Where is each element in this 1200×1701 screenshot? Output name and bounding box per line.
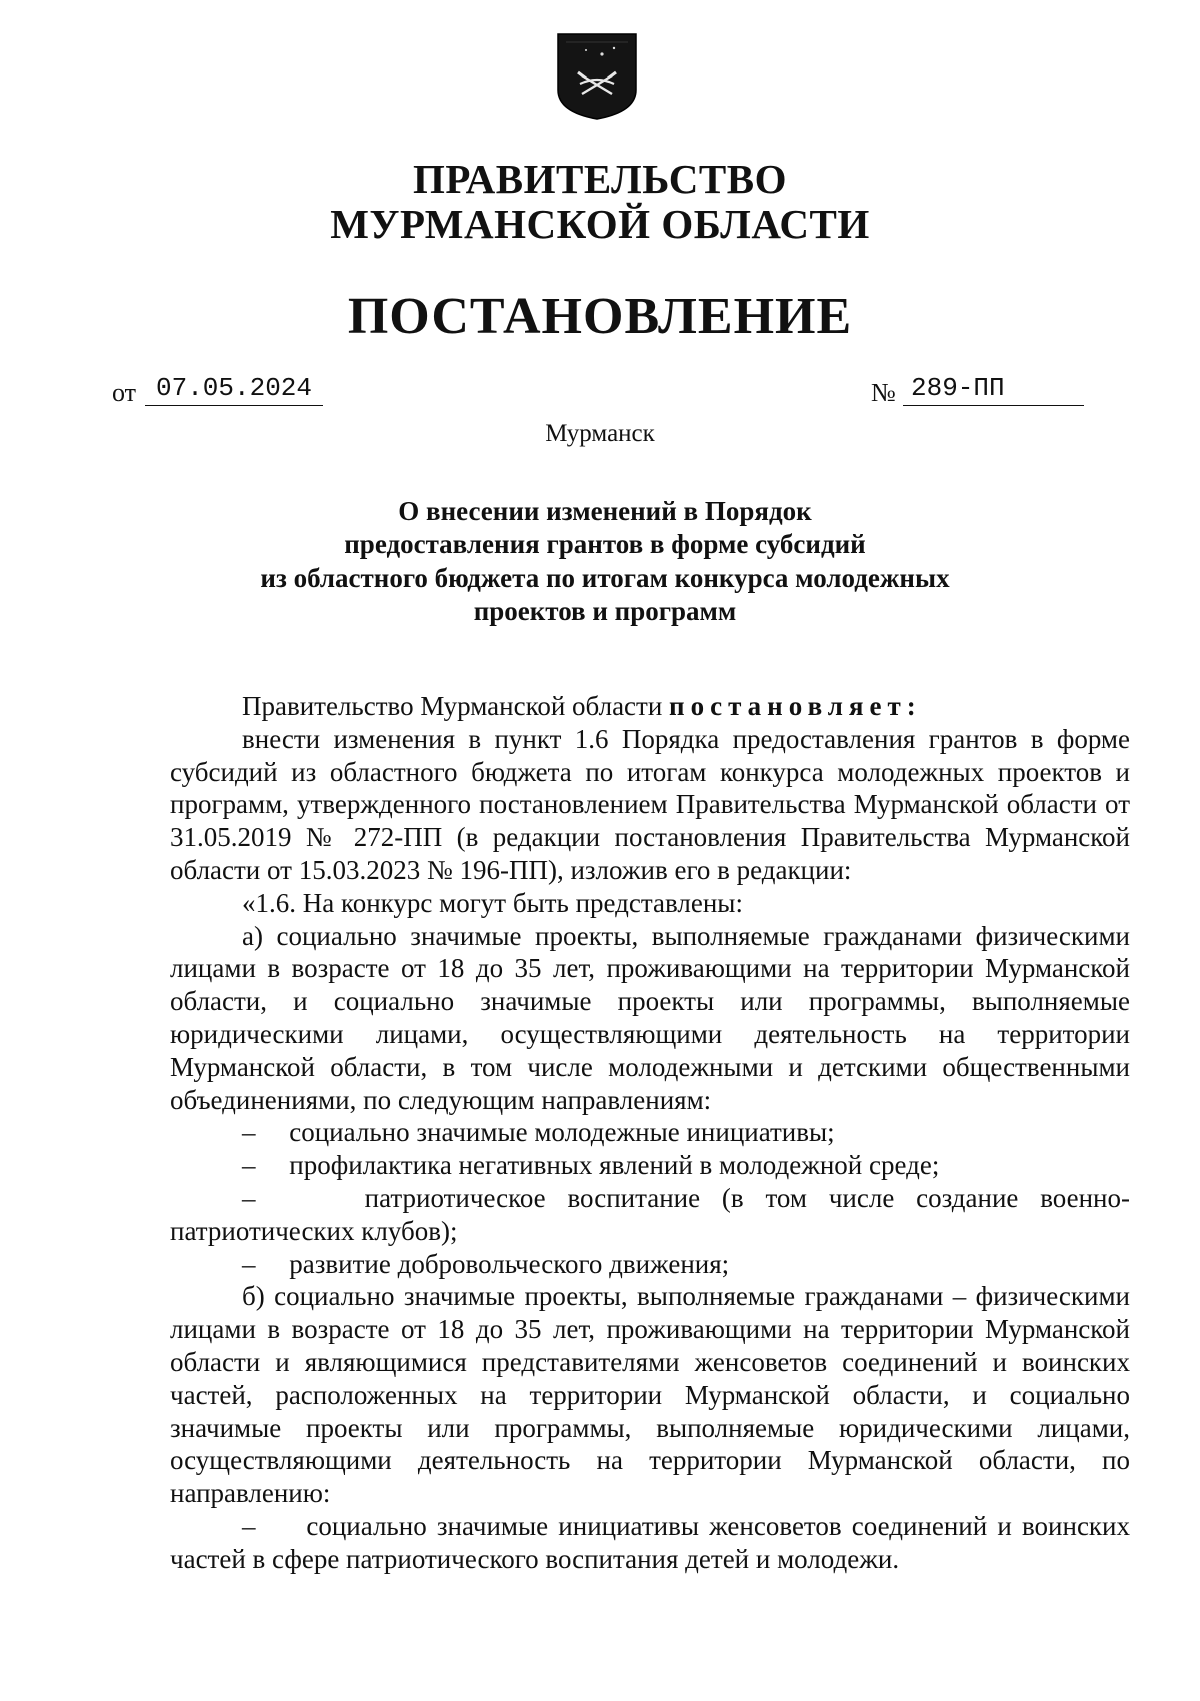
document-number: 289-ПП	[903, 371, 1084, 406]
dash-item-text: развитие добровольческого движения;	[289, 1248, 730, 1279]
preamble	[170, 690, 1130, 723]
subject-line4: проектов и программ	[473, 595, 737, 626]
preamble-start: Правительство Мурманской области	[242, 691, 670, 721]
dash-item-3	[170, 1182, 1130, 1248]
org-name-line1: ПРАВИТЕЛЬСТВО	[412, 156, 788, 202]
dash-item-text: патриотическое воспитание (в том числе создание военно-патриотических клубов);	[170, 1182, 1130, 1246]
subject-line2: предоставления грантов в форме субсидий	[344, 529, 866, 560]
dash-item-5	[170, 1510, 1130, 1576]
dash-symbol: –	[242, 1182, 256, 1213]
document-date: 07.05.2024	[145, 371, 323, 406]
city: Мурманск	[545, 420, 655, 447]
paragraph-a: а) социально значимые проекты, выполняемые гражданами физическими лицами в возрасте от 18 до 35 лет, проживающими на территории Мурманской области, и социально значимые проекты или программы, выполняемые юридическими лицами, осуществляющими деятельность на территории Мурманской области, в том числе молодежными и детскими общественными объединениями, по следующим направлениям:	[170, 920, 1130, 1115]
document-type: ПОСТАНОВЛЕНИЕ	[347, 288, 853, 345]
org-name-line2: МУРМАНСКОЙ ОБЛАСТИ	[330, 201, 870, 247]
paragraph-2: «1.6. На конкурс могут быть представлены:	[242, 887, 743, 918]
dash-item-1	[170, 1116, 1130, 1149]
coat-of-arms-emblem	[556, 32, 638, 121]
subject-line3: из областного бюджета по итогам конкурса молодежных	[260, 562, 950, 593]
subject-line1: О внесении изменений в Порядок	[398, 496, 812, 526]
document-subject	[240, 495, 970, 628]
dash-symbol: –	[242, 1510, 256, 1541]
dash-item-text: социально значимые инициативы женсоветов соединений и воинских частей в сфере патриотического воспитания детей и молодежи.	[170, 1510, 1131, 1574]
number-label: №	[871, 378, 896, 407]
document-body	[170, 690, 1130, 1576]
dash-symbol: –	[242, 1117, 256, 1148]
dash-symbol: –	[242, 1150, 256, 1181]
dash-item-text: социально значимые молодежные инициативы;	[289, 1117, 835, 1148]
preamble-verb: постановляет:	[669, 691, 922, 721]
date-label: от	[112, 378, 137, 407]
dash-item-text: профилактика негативных явлений в молодежной среде;	[289, 1150, 940, 1181]
dash-item-2	[170, 1149, 1130, 1182]
dash-symbol: –	[242, 1248, 256, 1279]
paragraph-1: внести изменения в пункт 1.6 Порядка предоставления грантов в форме субсидий из областного бюджета по итогам конкурса молодежных проектов и программ, утвержденного постановлением Правительства Мурманской области от 31.05.2019 № 272-ПП (в редакции постановления Правительства Мурманской области от 15.03.2023 № 196-ПП), изложив его в редакции:	[170, 723, 1130, 885]
dash-item-4	[170, 1248, 1130, 1281]
paragraph-b: б) социально значимые проекты, выполняемые гражданами – физическими лицами в возрасте от 18 до 35 лет, проживающими на территории Мурманской области и являющимися представителями женсоветов соединений и воинских частей, расположенных на территории Мурманской области, и социально значимые проекты или программы, выполняемые юридическими лицами, осуществляющими деятельность на территории Мурманской области, по направлению:	[170, 1281, 1130, 1509]
